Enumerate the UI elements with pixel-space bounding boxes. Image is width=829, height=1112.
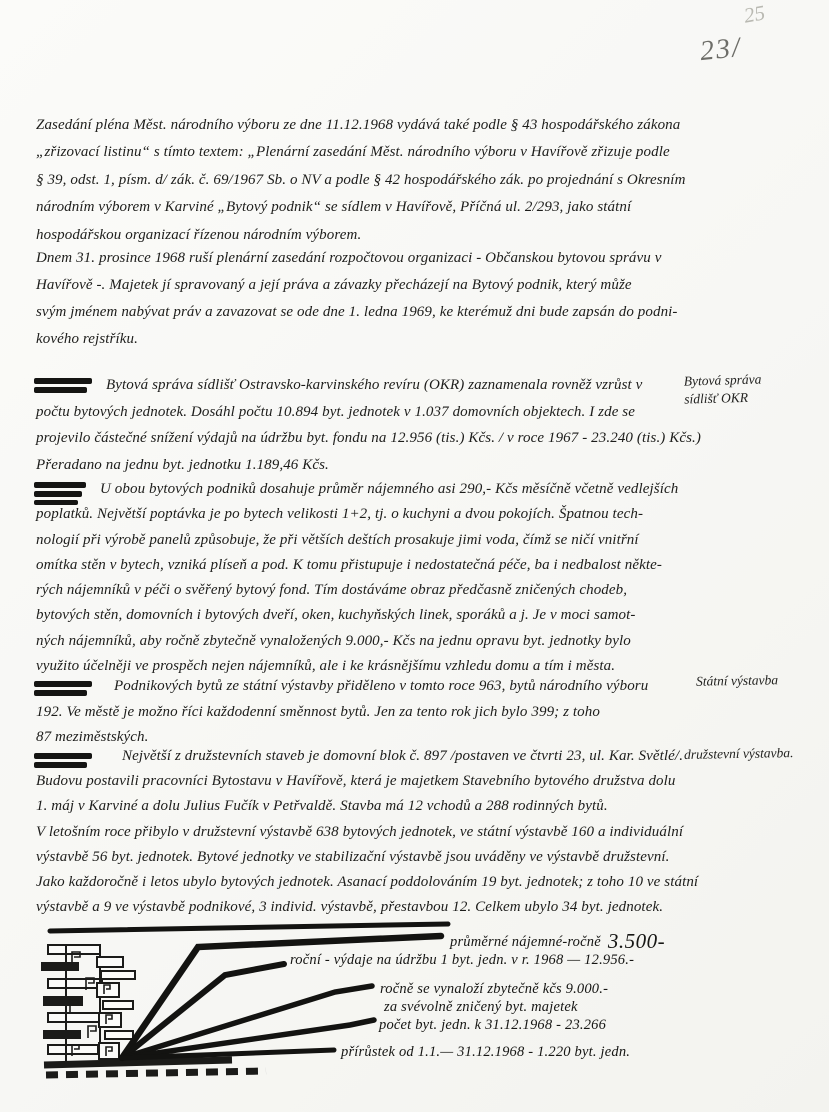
annotation-wasted-line2: za svévolně zničený byt. majetek — [384, 999, 578, 1015]
paragraph — [36, 112, 706, 249]
annotation-rent-label: průměrné nájemné-ročně — [450, 934, 601, 950]
annotation-rent-value: 3.500- — [607, 929, 666, 953]
text-line: omítka stěn v bytech, vzniká plíseň a pod. K tomu přistupuje i nedostatečná péče, ba i nedbalost někte- — [36, 556, 662, 573]
text-line: 1. máj v Karviné a dolu Julius Fučík v Petřvaldě. Stavba má 12 vchodů a 288 rodinných bytů. — [36, 798, 608, 815]
paragraph-mark — [34, 482, 86, 508]
annotation-maintenance: roční - výdaje na údržbu 1 byt. jedn. v r. 1968 — 12.956.- — [290, 952, 635, 968]
text-line: bytových stěn, domovních i bytových dveří, oken, kuchyňských linek, sporáků a j. Je v moci samot- — [36, 607, 636, 624]
text-line: U obou bytových podniků dosahuje průměr nájemného asi 290,- Kčs měsíčně včetně vedlejších — [100, 481, 679, 497]
text-line: 192. Ve městě je možno říci každodenní směnnost bytů. Jen za tento rok jich bylo 399; z toho — [36, 703, 600, 720]
text-line: ných nájemníků, aby ročně zbytečně vynaložených 9.000,- Kčs na jednu opravu byt. jednotky bylo — [36, 632, 631, 649]
paragraph-mark — [34, 681, 92, 699]
paragraph-mark — [34, 753, 92, 771]
separator-line — [50, 924, 448, 931]
housing-diagram — [0, 920, 829, 1110]
paragraph — [36, 245, 706, 353]
text-line: hospodářskou organizací řízenou národním výborem. — [36, 226, 362, 243]
text-line: výstavbě a 9 ve výstavbě podnikové, 3 individ. výstavbě, přestavbou 12. Celkem ubylo 34 byt. jednotek. — [36, 899, 664, 916]
text-line: „zřizovací listinu“ s tímto textem: „Plenární zasedání Měst. národního výboru v Havířově zřizuje podle — [36, 144, 670, 161]
text-line: Budovu postavili pracovníci Bytostavu v Havířově, která je majetkem Stavebního bytového družstva dolu — [36, 773, 676, 790]
text-line: národním výborem v Karviné „Bytový podnik“ se sídlem v Havířově, Příčná ul. 2/293, jako státní — [36, 199, 632, 216]
paragraph-mark — [34, 378, 92, 396]
fan-line-3 — [122, 986, 372, 1058]
page-number-pencil: 25 — [741, 0, 767, 28]
paragraph — [36, 744, 706, 920]
text-line: Přeradano na jednu byt. jednotku 1.189,46 Kčs. — [36, 456, 329, 473]
text-line: kového rejstříku. — [36, 331, 138, 347]
text-line: Dnem 31. prosince 1968 ruší plenární zasedání rozpočtovou organizaci - Občanskou bytovou správu v — [36, 250, 662, 266]
text-line: rých nájemníků v péči o svěřený bytový fond. Tím dostáváme obraz předčasně zničených chodeb, — [36, 582, 628, 599]
building-base-line — [44, 1060, 232, 1065]
margin-note: Státní výstavba — [695, 672, 779, 689]
annotation-unit-count: počet byt. jedn. k 31.12.1968 - 23.266 — [379, 1017, 607, 1033]
text-line: Jako každoročně i letos ubylo bytových jednotek. Asanací poddolováním 19 byt. jednotek; z toho 10 ve státní — [36, 874, 699, 891]
page-number-ink: 23/ — [698, 31, 744, 68]
text-line: Bytová správa sídlišť Ostravsko-karvinského revíru (OKR) zaznamenala rovněž vzrůst v — [106, 377, 643, 393]
text-line: projevilo částečné snížení výdajů na údržbu byt. fondu na 12.956 (tis.) Kčs. / v roce 1967 - 23.240 (tis.) Kčs.) — [36, 430, 701, 446]
text-line: Podnikových bytů ze státní výstavby přiděleno v tomto roce 963, bytů národního výboru — [114, 678, 649, 694]
text-line: § 39, odst. 1, písm. d/ zák. č. 69/1967 Sb. o NV a podle § 42 hospodářského zák. po projednání s Okresním — [36, 171, 686, 188]
annotation-increase: přírůstek od 1.1.— 31.12.1968 - 1.220 byt. jedn. — [341, 1044, 631, 1060]
text-line: výstavbě 56 byt. jednotek. Bytové jednotky ve stabilizační výstavbě jsou uváděny ve výstavbě družstevní. — [36, 848, 670, 865]
paragraph — [36, 372, 706, 478]
text-line: poplatků. Největší poptávka je po bytech velikosti 1+2, tj. o kuchyni a dvou pokojích. Špatnou tech- — [36, 506, 644, 523]
text-line: počtu bytových jednotek. Dosáhl počtu 10.894 byt. jednotek v 1.037 domovních objektech. I zde se — [36, 403, 636, 420]
text-line: 87 meziměstských. — [36, 729, 149, 745]
text-line: Zasedání pléna Měst. národního výboru ze dne 11.12.1968 vydává také podle § 43 hospodářského zákona — [36, 117, 681, 133]
paragraph — [36, 477, 706, 679]
annotation-rent — [449, 929, 665, 953]
text-line: nologií při výrobě panelů způsobuje, že při větších deštích prosakuje jimi voda, čímž se ničí vnitřní — [36, 531, 639, 548]
paragraph — [36, 674, 706, 751]
margin-note: Bytová správa sídlišť OKR — [683, 371, 762, 407]
ground-dashes — [46, 1071, 266, 1075]
text-line: Havířově -. Majetek jí spravovaný a její práva a závazky přecházejí na Bytový podnik, který může — [36, 277, 632, 293]
text-line: Největší z družstevních staveb je domovní blok č. 897 /postaven ve čtvrti 23, ul. Kar. Světlé/. — [122, 748, 684, 764]
margin-note: družstevní výstavba. — [683, 745, 794, 762]
text-line: využito účelněji ve prospěch nejen nájemníků, ale i ke krásnějšímu vzhledu domu a tím i města. — [36, 658, 616, 675]
text-line: svým jménem nabývat práv a zavazovat se ode dne 1. ledna 1969, ke kterémuž dni bude zapsán do podni- — [36, 304, 678, 320]
annotation-wasted-line1: ročně se vynaloží zbytečně kčs 9.000.- — [380, 981, 609, 997]
text-line: V letošním roce přibylo v družstevní výstavbě 638 bytových jednotek, ve státní výstavbě 160 a individuální — [36, 823, 684, 840]
